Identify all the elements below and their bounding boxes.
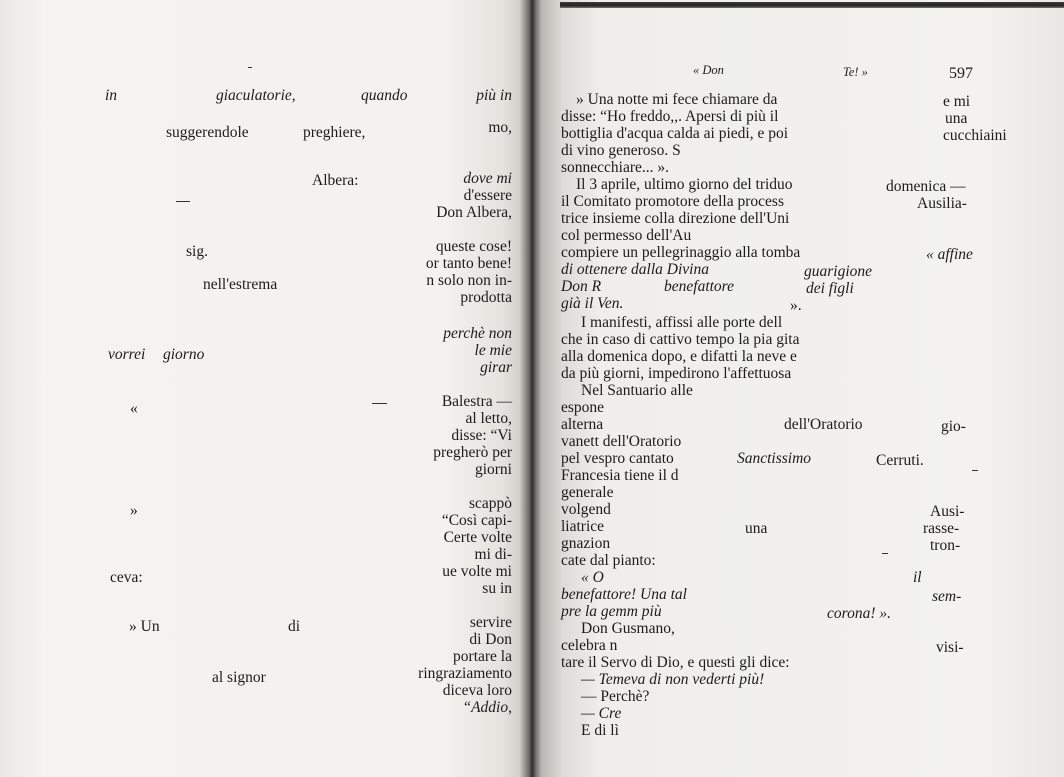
text-line: quando	[361, 87, 408, 104]
text-line: visi-	[936, 639, 964, 656]
stray-mark	[176, 201, 190, 202]
text-line: domenica —	[886, 178, 966, 195]
text-line: benefattore	[664, 278, 735, 295]
text-line: prodotta	[460, 289, 512, 306]
text-line: mo,	[488, 119, 512, 136]
text-line: vanett dell'Oratorio	[561, 433, 682, 450]
text-line: ».	[790, 297, 802, 314]
text-line: di vino generoso. S	[561, 142, 681, 159]
text-line: Albera:	[312, 172, 359, 189]
text-line: Cerruti.	[876, 452, 924, 469]
text-line: sig.	[186, 243, 208, 260]
text-line: giorni	[474, 461, 512, 478]
dash-mark	[372, 403, 387, 404]
text-line: bottiglia d'acqua calda ai piedi, e poi	[561, 125, 789, 142]
text-line: E di lì	[581, 722, 619, 739]
text-line: preghiere,	[303, 124, 366, 141]
text-line: dell'Oratorio	[784, 416, 863, 433]
text-line: d'essere	[463, 187, 512, 204]
text-line: n solo non in-	[426, 272, 512, 289]
text-line: « affine	[926, 246, 973, 263]
text-line: trice insieme colla direzione dell'Uni	[561, 210, 790, 227]
text-line: scappò	[468, 495, 512, 512]
text-line: di Don	[469, 631, 512, 648]
text-line: » Una notte mi fece chiamare da	[576, 91, 778, 108]
text-line: « O	[581, 569, 604, 586]
text-line: ceva:	[110, 569, 143, 586]
text-line: una	[745, 520, 768, 537]
text-line: il Comitato promotore della process	[561, 193, 784, 210]
text-line: pre la gemm più	[561, 603, 662, 620]
text-line: Sanctissimo	[737, 450, 812, 467]
right-page	[525, 0, 1064, 777]
text-line: alterna	[561, 416, 604, 433]
text-line: celebra n	[561, 637, 618, 654]
text-line: disse: “Ho freddo,,. Apersi di più il	[561, 108, 779, 125]
text-line: dei figli	[806, 280, 854, 297]
text-line: Don R	[561, 278, 602, 295]
text-line: portare la	[453, 648, 512, 665]
text-line: generale	[561, 484, 614, 501]
text-line: suggerendole	[166, 124, 249, 141]
text-line: ringraziamento	[418, 665, 512, 682]
text-line: sonnecchiare... ».	[561, 159, 670, 176]
text-line: guarigione	[804, 263, 873, 280]
text-line: volgend	[561, 501, 611, 518]
text-line: le mie	[474, 342, 512, 359]
text-line: al signor	[212, 669, 266, 686]
text-line: espone	[561, 399, 605, 416]
text-line: — Perchè?	[581, 688, 650, 705]
text-line: Certe volte	[443, 529, 512, 546]
text-line: su in	[482, 580, 512, 597]
text-line: e mi	[943, 93, 971, 110]
text-line: al letto,	[465, 410, 512, 427]
text-line: ue volte mi	[442, 563, 512, 580]
text-line: sem-	[932, 588, 962, 605]
text-line: or tanto bene!	[425, 255, 512, 272]
text-line: Don Albera,	[436, 204, 512, 221]
text-line: queste cose!	[435, 238, 512, 255]
text-line: pregherò per	[433, 444, 512, 461]
text-line: “Addio,	[462, 699, 512, 716]
text-line: col permesso dell'Au	[561, 227, 692, 244]
text-line: Nel Santuario alle	[581, 382, 693, 399]
text-line: già il Ven.	[561, 295, 624, 312]
text-line: compiere un pellegrinaggio alla tomba	[561, 244, 801, 261]
text-line: cucchiaini	[943, 127, 1007, 144]
text-line: nell'estrema	[203, 276, 278, 293]
text-line: «	[130, 400, 138, 417]
text-line: Il 3 aprile, ultimo giorno del triduo	[576, 176, 793, 193]
text-line: — Cre	[581, 705, 622, 722]
text-line: Francesia tiene il d	[561, 467, 679, 484]
dash-mark	[972, 470, 978, 471]
text-line: una	[945, 110, 968, 127]
text-line: più in	[476, 87, 512, 104]
text-line: »	[130, 502, 138, 519]
text-line: pel vespro cantato	[561, 450, 674, 467]
text-line: tron-	[930, 537, 961, 554]
text-line: di ottenere dalla Divina	[561, 261, 709, 278]
text-line: tare il Servo di Dio, e questi gli dice:	[561, 654, 790, 671]
text-line: corona! ».	[827, 605, 891, 622]
text-line: gnazion	[561, 535, 611, 552]
running-head-right: Te! »	[843, 65, 868, 79]
text-line: benefattore! Una tal	[561, 586, 687, 603]
text-line: — Temeva di non vederti più!	[581, 671, 765, 688]
text-line: dove mi	[463, 170, 512, 187]
text-line: vorrei	[108, 346, 146, 363]
stray-mark	[248, 67, 252, 68]
text-line: giorno	[163, 346, 205, 363]
text-line: gio-	[941, 418, 966, 435]
text-line: perchè non	[443, 325, 512, 342]
text-line: in	[105, 87, 118, 104]
text-line: il	[913, 569, 922, 586]
text-line: liatrice	[561, 518, 605, 535]
scan-edge-bar	[560, 2, 1064, 8]
page-number: 597	[949, 65, 973, 82]
text-line: cate dal pianto:	[561, 552, 656, 569]
running-head-left: « Don	[693, 63, 724, 77]
text-line: di	[288, 618, 301, 635]
text-line: Balestra —	[441, 393, 512, 410]
text-line: Ausilia-	[917, 195, 967, 212]
text-line: » Un	[129, 618, 160, 635]
text-line: Ausi-	[930, 503, 965, 520]
text-line: diceva loro	[442, 682, 512, 699]
text-line: disse: “Vi	[451, 427, 512, 444]
text-line: da più giorni, impedirono l'affettuosa	[561, 365, 792, 382]
text-line: Don Gusmano,	[581, 620, 675, 637]
text-line: giaculatorie,	[216, 87, 296, 104]
text-line: alla domenica dopo, e difatti la neve e	[561, 348, 797, 365]
text-line: girar	[480, 359, 512, 376]
text-line: servire	[469, 614, 512, 631]
dash-mark	[882, 553, 888, 554]
text-line: “Così capi-	[441, 512, 512, 529]
book-spine	[520, 0, 542, 777]
text-line: I manifesti, affissi alle porte dell	[581, 314, 783, 331]
text-line: rasse-	[923, 520, 960, 537]
text-line: che in caso di cattivo tempo la pia gita	[561, 331, 800, 348]
text-line: mi di-	[474, 546, 512, 563]
